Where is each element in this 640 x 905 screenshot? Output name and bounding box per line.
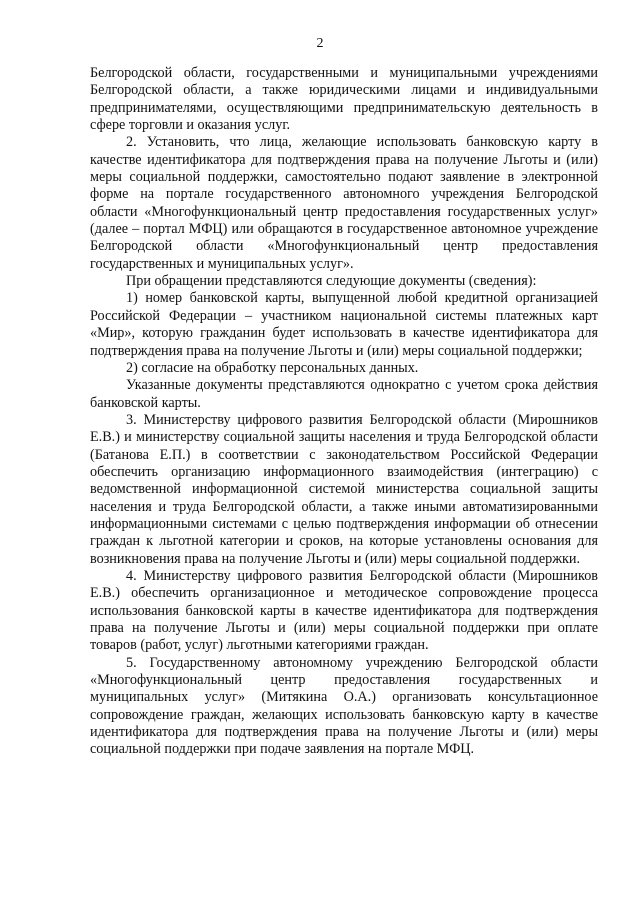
paragraph-continuation: Белгородской области, государственными и муниципальными учреждениями Белгородской области, а также юридическими лицами и индивидуальными предпринимателями, осуществляющими предпринимательскую деятельность в сфере торговли и оказания услуг. xyxy=(90,65,598,134)
document-body xyxy=(90,65,598,759)
paragraph-documents-intro: При обращении представляются следующие документы (сведения): xyxy=(126,273,537,290)
paragraph-documents-note: Указанные документы представляются однократно с учетом срока действия банковской карты. xyxy=(90,377,598,411)
paragraph-item-2: 2. Установить, что лица, желающие использовать банковскую карту в качестве идентификатора для подтверждения права на получение Льготы и (или) меры социальной поддержки, самостоятельно подают заявление в электронной форме на портале государственного автономного учреждения Белгородской области «Многофункциональный центр предоставления государственных услуг» (далее – портал МФЦ) или обращаются в государственное автономное учреждение Белгородской области «Многофункциональный центр предоставления государственных и муниципальных услуг». xyxy=(90,134,598,272)
paragraph-item-4: 4. Министерству цифрового развития Белгородской области (Мирошников Е.В.) обеспечить организационное и методическое сопровождение процесса использования банковской карты в качестве идентификатора для подтверждения права на получение Льготы и (или) меры социальной поддержки при оплате товаров (работ, услуг) льготными категориями граждан. xyxy=(90,567,598,654)
paragraph-subitem-1: 1) номер банковской карты, выпущенной любой кредитной организацией Российской Федерации – участником национальной системы платежных карт «Мир», которую гражданин будет использовать в качестве идентификатора для подтверждения права на получение Льготы и (или) меры социальной поддержки; xyxy=(90,290,598,359)
paragraph-item-3: 3. Министерству цифрового развития Белгородской области (Мирошников Е.В.) и министерству социальной защиты населения и труда Белгородской области (Батанова Е.П.) в соответствии с законодательством Российской Федерации обеспечить организацию информационного взаимодействия (интеграцию) с ведомственной информационной системой министерства социальной защиты населения и труда Белгородской области, а также иными автоматизированными информационными системами с целью подтверждения информации об отнесении граждан к льготной категории и сроков, на которые установлены основания для возникновения права на получение Льготы и (или) меры социальной поддержки. xyxy=(90,411,598,567)
paragraph-item-5: 5. Государственному автономному учреждению Белгородской области «Многофункциональный центр предоставления государственных и муниципальных услуг» (Митякина О.А.) организовать консультационное сопровождение граждан, желающих использовать банковскую карту в качестве идентификатора для подтверждения права на получение Льготы и (или) меры социальной поддержки при подаче заявления на портале МФЦ. xyxy=(90,654,598,758)
page-number: 2 xyxy=(316,36,324,51)
paragraph-subitem-2: 2) согласие на обработку персональных данных. xyxy=(126,359,419,376)
